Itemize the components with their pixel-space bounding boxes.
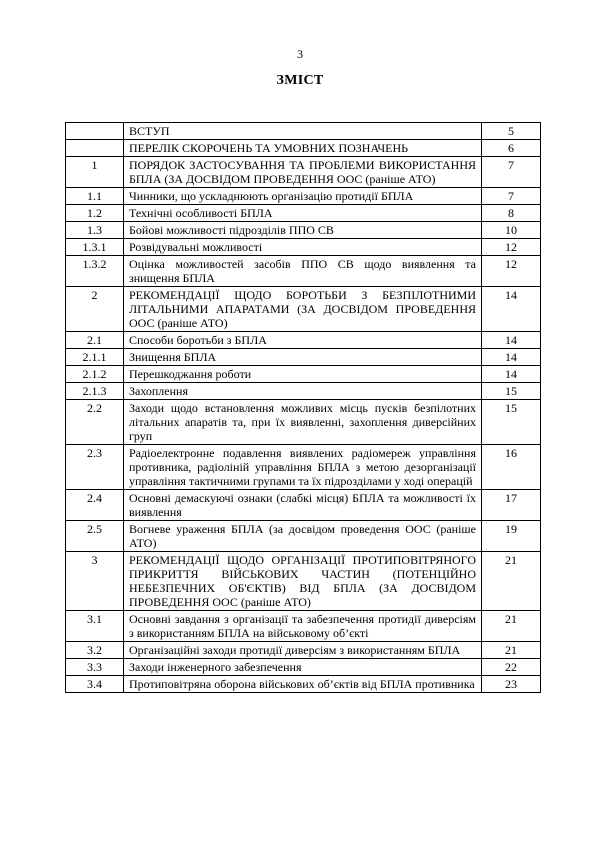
toc-row bbox=[66, 140, 541, 157]
toc-number: 2.1.3 bbox=[66, 383, 124, 400]
toc-title: Знищення БПЛА bbox=[124, 349, 482, 366]
toc-number: 3.1 bbox=[66, 611, 124, 642]
toc-title: Чинники, що ускладнюють організацію протидії БПЛА bbox=[124, 188, 482, 205]
toc-row bbox=[66, 188, 541, 205]
toc-row bbox=[66, 676, 541, 693]
toc-row bbox=[66, 383, 541, 400]
toc-title: Радіоелектронне подавлення виявлених радіомереж управління противника, радіоліній управління БПЛА з метою дезорганізації управління тактичними групами та їх підрозділами у ході операцій bbox=[124, 445, 482, 490]
toc-title: Технічні особливості БПЛА bbox=[124, 205, 482, 222]
toc-title: Розвідувальні можливості bbox=[124, 239, 482, 256]
toc-page: 22 bbox=[482, 659, 541, 676]
toc-number: 2.2 bbox=[66, 400, 124, 445]
page-number: 3 bbox=[297, 47, 303, 61]
toc-row bbox=[66, 205, 541, 222]
toc-row bbox=[66, 349, 541, 366]
toc-page: 14 bbox=[482, 287, 541, 332]
toc-page: 10 bbox=[482, 222, 541, 239]
table-of-contents bbox=[65, 122, 541, 693]
toc-title: Заходи щодо встановлення можливих місць пусків безпілотних літальних апаратів та, при їх виявленні, захоплення диверсійних груп bbox=[124, 400, 482, 445]
toc-number bbox=[66, 140, 124, 157]
toc-number: 2.1 bbox=[66, 332, 124, 349]
toc-title: ВСТУП bbox=[124, 123, 482, 140]
toc-row bbox=[66, 366, 541, 383]
toc-title: Оцінка можливостей засобів ППО СВ щодо виявлення та знищення БПЛА bbox=[124, 256, 482, 287]
toc-title: ПЕРЕЛІК СКОРОЧЕНЬ ТА УМОВНИХ ПОЗНАЧЕНЬ bbox=[124, 140, 482, 157]
toc-page: 19 bbox=[482, 521, 541, 552]
toc-page: 7 bbox=[482, 188, 541, 205]
toc-title: ПОРЯДОК ЗАСТОСУВАННЯ ТА ПРОБЛЕМИ ВИКОРИСТАННЯ БПЛА (ЗА ДОСВІДОМ ПРОВЕДЕННЯ ООС (раніше АТО) bbox=[124, 157, 482, 188]
toc-body bbox=[66, 123, 541, 693]
toc-page: 5 bbox=[482, 123, 541, 140]
toc-title: РЕКОМЕНДАЦІЇ ЩОДО ОРГАНІЗАЦІЇ ПРОТИПОВІТРЯНОГО ПРИКРИТТЯ ВІЙСЬКОВИХ ЧАСТИН (ПОТЕНЦІЙНО НЕБЕЗПЕЧНИХ ОБ'ЄКТІВ) ВІД БПЛА (ЗА ДОСВІДОМ ПРОВЕДЕННЯ ООС (раніше АТО) bbox=[124, 552, 482, 611]
toc-page: 15 bbox=[482, 383, 541, 400]
toc-page: 21 bbox=[482, 611, 541, 642]
toc-title: Захоплення bbox=[124, 383, 482, 400]
toc-number: 2.5 bbox=[66, 521, 124, 552]
toc-title: Вогневе ураження БПЛА (за досвідом проведення ООС (раніше АТО) bbox=[124, 521, 482, 552]
toc-number: 3 bbox=[66, 552, 124, 611]
toc-number: 2.1.2 bbox=[66, 366, 124, 383]
toc-row bbox=[66, 552, 541, 611]
toc-row bbox=[66, 239, 541, 256]
toc-number: 1.3.1 bbox=[66, 239, 124, 256]
toc-title: РЕКОМЕНДАЦІЇ ЩОДО БОРОТЬБИ З БЕЗПІЛОТНИМИ ЛІТАЛЬНИМИ АПАРАТАМИ (ЗА ДОСВІДОМ ПРОВЕДЕННЯ ООС (раніше АТО) bbox=[124, 287, 482, 332]
toc-page: 16 bbox=[482, 445, 541, 490]
toc-title: Способи боротьби з БПЛА bbox=[124, 332, 482, 349]
toc-page: 23 bbox=[482, 676, 541, 693]
toc-title: Бойові можливості підрозділів ППО СВ bbox=[124, 222, 482, 239]
toc-page: 17 bbox=[482, 490, 541, 521]
toc-page: 21 bbox=[482, 552, 541, 611]
toc-row bbox=[66, 123, 541, 140]
toc-page: 15 bbox=[482, 400, 541, 445]
toc-row bbox=[66, 157, 541, 188]
toc-row bbox=[66, 445, 541, 490]
toc-page: 8 bbox=[482, 205, 541, 222]
toc-number: 2.3 bbox=[66, 445, 124, 490]
toc-row bbox=[66, 611, 541, 642]
toc-page: 14 bbox=[482, 366, 541, 383]
toc-page: 7 bbox=[482, 157, 541, 188]
toc-row bbox=[66, 642, 541, 659]
toc-number: 1.1 bbox=[66, 188, 124, 205]
toc-page: 12 bbox=[482, 239, 541, 256]
toc-number: 1.2 bbox=[66, 205, 124, 222]
toc-page: 14 bbox=[482, 349, 541, 366]
toc-row bbox=[66, 659, 541, 676]
toc-page: 21 bbox=[482, 642, 541, 659]
toc-number: 2 bbox=[66, 287, 124, 332]
toc-title: Заходи інженерного забезпечення bbox=[124, 659, 482, 676]
toc-row bbox=[66, 490, 541, 521]
toc-title: Основні завдання з організації та забезпечення протидії диверсіям з використанням БПЛА на військовому об’єкті bbox=[124, 611, 482, 642]
toc-page: 6 bbox=[482, 140, 541, 157]
toc-number: 1.3 bbox=[66, 222, 124, 239]
toc-number: 3.2 bbox=[66, 642, 124, 659]
toc-number bbox=[66, 123, 124, 140]
toc-number: 2.1.1 bbox=[66, 349, 124, 366]
toc-page: 12 bbox=[482, 256, 541, 287]
toc-number: 3.4 bbox=[66, 676, 124, 693]
page-title: ЗМІСТ bbox=[276, 73, 324, 88]
toc-number: 1 bbox=[66, 157, 124, 188]
toc-title: Перешкоджання роботи bbox=[124, 366, 482, 383]
toc-row bbox=[66, 222, 541, 239]
toc-row bbox=[66, 400, 541, 445]
toc-title: Основні демаскуючі ознаки (слабкі місця) БПЛА та можливості їх виявлення bbox=[124, 490, 482, 521]
toc-row bbox=[66, 332, 541, 349]
toc-title: Протиповітряна оборона військових об’єктів від БПЛА противника bbox=[124, 676, 482, 693]
toc-row bbox=[66, 521, 541, 552]
toc-number: 1.3.2 bbox=[66, 256, 124, 287]
toc-title: Організаційні заходи протидії диверсіям з використанням БПЛА bbox=[124, 642, 482, 659]
toc-row bbox=[66, 287, 541, 332]
toc-number: 3.3 bbox=[66, 659, 124, 676]
toc-row bbox=[66, 256, 541, 287]
toc-number: 2.4 bbox=[66, 490, 124, 521]
toc-page: 14 bbox=[482, 332, 541, 349]
